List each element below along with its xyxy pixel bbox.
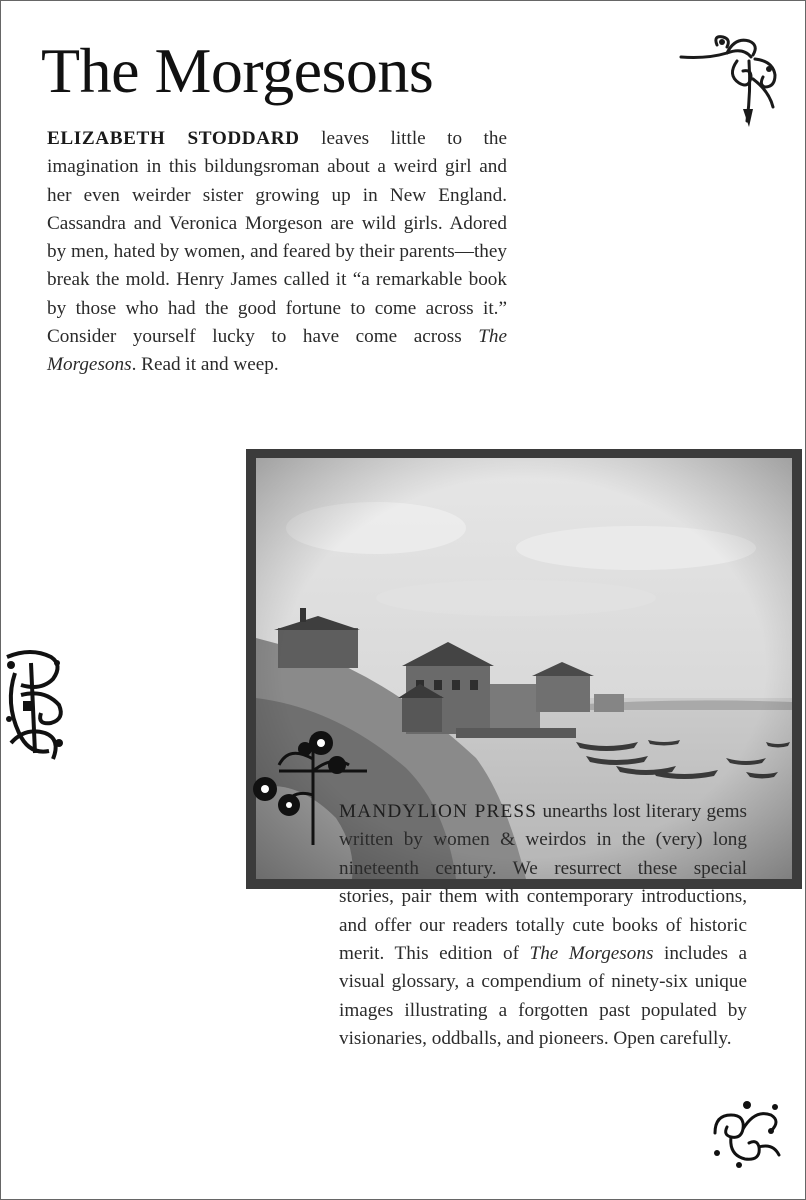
flourish-ornament-icon xyxy=(677,31,781,131)
book-description xyxy=(47,125,507,380)
monogram-ornament-icon xyxy=(1,643,67,769)
publisher-text: unearths lost literary gems written by women & weirdos in the (very) long nineteenth century. We resurrect these special stories, pair them with contemporary introductions, and offer our readers totally cute books of historic merit. This edition of xyxy=(339,801,748,965)
title-reference: The Morgesons xyxy=(47,326,507,376)
description-closing: . Read it and weep. xyxy=(131,354,279,376)
book-title: The Morgesons xyxy=(41,35,434,106)
publisher-name: MANDYLION PRESS xyxy=(339,801,538,822)
publisher-title-reference: The Morgesons xyxy=(529,943,654,965)
description-text: leaves little to the imagination in this bildungsroman about a weird girl and her even weirder sister growing up in New England. Cassandra and Veronica Morgeson are wild girls. Adored by men, hated by women, and feared by their parents—they break the mold. Henry James called it “a remarkable book by those who had the good fortune to come across it.” Consider yourself lucky to have come across xyxy=(47,128,507,348)
publisher-description xyxy=(339,798,747,1054)
scroll-ornament-icon xyxy=(709,1099,783,1169)
author-name: ELIZABETH STODDARD xyxy=(47,128,300,149)
publisher-closing: includes a visual glossary, a compendium of ninety-six unique images illustrating a forgotten past populated by visionaries, oddballs, and pioneers. Open carefully. xyxy=(339,943,747,1050)
